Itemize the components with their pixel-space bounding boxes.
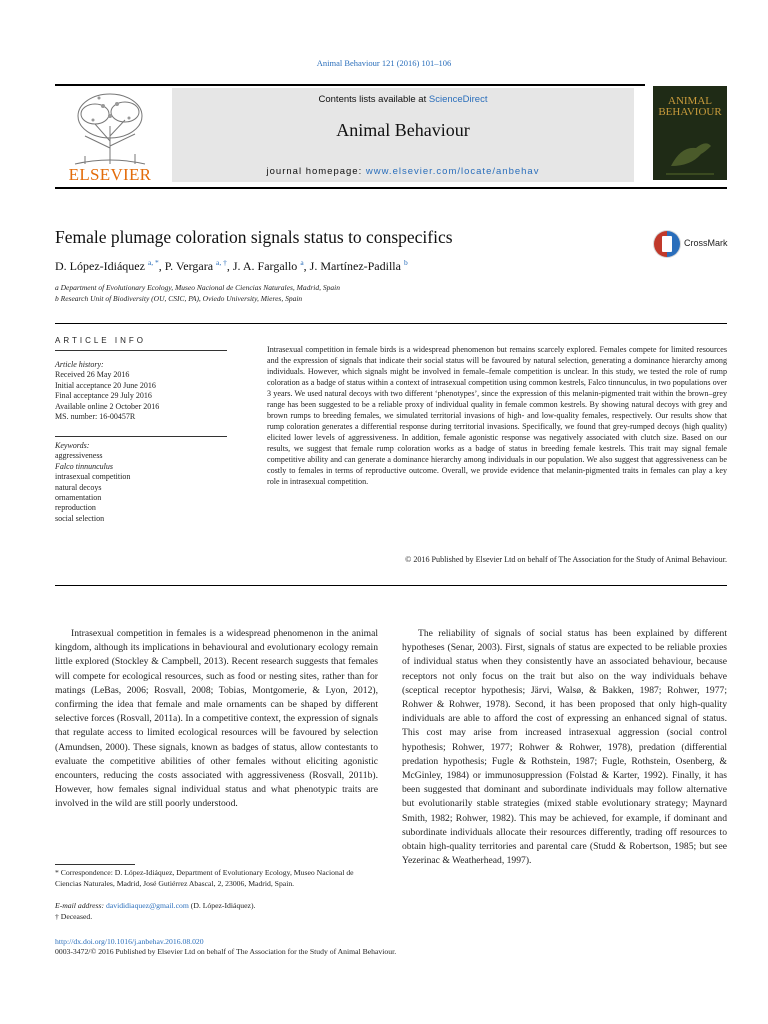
keyword: Falco tinnunculus <box>55 461 113 471</box>
cover-bird-icon <box>661 126 719 176</box>
homepage-link[interactable]: www.elsevier.com/locate/anbehav <box>365 166 540 177</box>
crossmark-icon[interactable] <box>652 228 682 260</box>
body-paragraph: Intrasexual competition in females is a widespread phenomenon in the animal kingdom, although its implications in behavioural and evolutionary ecology remain little explored (Stockley & Campbell, 2013). Recent research suggests that females will compete for ecological resources, such as food or nesting sites, rather than for matings (LeBas, 2006; Rosvall, 2008; Tobias, Montgomerie, & Lyon, 2012), confirming the idea that female and male ornaments can be shaped by different selective forces (Rosvall, 2011a). In a competitive context, the expression of signals that regulate access to limited ecological resources will be favoured by selection (Amundsen, 2000). These signals, known as badges of status, allow contestants to evaluate the competitive abilities of other females without eliciting agonistic encounters, reducing the costs associated with aggressiveness (Rosvall, 2011b). However, how females signal individual status and what phenotypic traits are involved in the wild are still poorly understood. <box>55 628 378 810</box>
homepage-prefix: journal homepage: <box>266 166 366 177</box>
author-affil-marker[interactable]: a, * <box>147 258 159 267</box>
history-item: Available online 2 October 2016 <box>55 401 160 411</box>
abstract-copyright: © 2016 Published by Elsevier Ltd on behalf of The Association for the Study of Animal Behaviour. <box>405 555 727 564</box>
history-item: Received 26 May 2016 <box>55 370 130 380</box>
keyword: social selection <box>55 513 105 523</box>
body-column-right <box>402 627 727 868</box>
email-link[interactable]: davididiaquez@gmail.com <box>105 901 189 910</box>
author-name[interactable]: P. Vergara <box>164 259 214 273</box>
title-block-rule <box>55 323 727 324</box>
body-column-left <box>55 627 378 812</box>
footnote-rule <box>55 864 135 865</box>
author-name[interactable]: J. A. Fargallo <box>232 259 298 273</box>
author-affil-marker[interactable]: b <box>403 258 408 267</box>
article-info-heading: ARTICLE INFO <box>55 336 146 345</box>
article-info-rule <box>55 350 227 351</box>
contents-line <box>172 94 634 105</box>
keyword: intrasexual competition <box>55 472 131 482</box>
author-affil-marker[interactable]: a <box>300 258 304 267</box>
deceased-note: † Deceased. <box>55 912 93 921</box>
keyword: natural decoys <box>55 482 102 492</box>
email-suffix: (D. López-Idiáquez). <box>188 901 256 910</box>
journal-title: Animal Behaviour <box>336 120 470 140</box>
abstract-text: Intrasexual competition in female birds is a widespread phenomenon but remains scarcely explored. Females compete for limited resources and the expression of signals that indicate their social status will be favoured by natural selection, generating a dominance hierarchy among individuals. However, which signals might be involved in female–female competition is unclear. In this study, we tested the role of rump coloration as a badge of status within a context of intrasexual competition using common kestrels, Falco tinnunculus, in two populations over 3 years. We used natural decoys with two different ‘phenotypes’, since the expression of this melanin-pigmented trait within the brown–grey range has been suggested to be a reliable proxy of individual quality in female common kestrels. By showing natural decoys with grey and brown rumps to breeding females, we simulated territorial invasions of high- and low-quality females, respectively. Our results show that rump coloration generates a differential response during territorial invasions. Specifically, we found that grey-rumped decoys (high quality) elicited lower levels of aggressiveness. In addition, female agonistic response was negatively associated with clutch size. Based on our results, we suggest that female rump coloration works as a badge of status in breeding female kestrels. This trait may signal female competitive ability and can generate a dominance hierarchy among individuals in our population. We also suggest that aggressiveness can be costly to females in terms of reproductive outcome. Overall, we provide evidence that melanin-pigmented traits in females can play a key role in intrasexual competition. <box>267 345 727 486</box>
affiliation-b: b Research Unit of Biodiversity (OU, CSIC, PA), Oviedo University, Mieres, Spain <box>55 294 303 303</box>
abstract-rule <box>55 585 727 586</box>
homepage-line <box>172 166 634 177</box>
keyword: aggressiveness <box>55 451 103 461</box>
affiliation-a: a Department of Evolutionary Ecology, Museo Nacional de Ciencias Naturales, Madrid, Spain <box>55 283 340 292</box>
issn-copyright: 0003-3472/© 2016 Published by Elsevier Ltd on behalf of The Association for the Study of Animal Behaviour. <box>55 947 397 956</box>
header-rule-bottom <box>55 187 727 189</box>
article-title: Female plumage coloration signals status to conspecifics <box>55 227 453 247</box>
cover-title: ANIMAL BEHAVIOUR <box>658 95 722 118</box>
elsevier-wordmark: ELSEVIER <box>68 165 152 184</box>
correspondence-note: * Correspondence: D. López-Idiáquez, Department of Evolutionary Ecology, Museo Nacional de Ciencias Naturales, Madrid, José Gutiérrez Abascal, 2, 23006, Madrid, Spain. <box>55 868 354 888</box>
email-label: E-mail address: <box>55 901 106 910</box>
keywords-rule <box>55 436 227 437</box>
author-affil-marker[interactable]: a, † <box>216 258 227 267</box>
keywords-list <box>55 441 227 524</box>
doi-link[interactable]: http://dx.doi.org/10.1016/j.anbehav.2016.08.020 <box>55 937 204 946</box>
keywords-label: Keywords: <box>55 441 90 450</box>
history-label: Article history: <box>55 360 104 369</box>
history-item: MS. number: 16-00457R <box>55 412 136 422</box>
keyword: ornamentation <box>55 493 102 503</box>
article-history <box>55 360 227 422</box>
body-paragraph: The reliability of signals of social status has been explained by different hypotheses (Senar, 2003). First, signals of status are expected to be reliable proxies of individual status when they consistently have an associated behaviour, because receptors not only focus on the trait but also on the way individuals behave (sceptical receptor hypothesis; Järvi, Walsø, & Bakken, 1987; Rohwer, 1977; Rohwer & Rohwer, 1978). Second, it has been proposed that only high-quality individuals are able to afford the cost of expressing an enhanced signal of status. This cost may arise from increased intrasexual aggression (social control hypothesis; Rohwer, 1977; Rohwer & Rohwer, 1978), predation (differential predation hypothesis; Fugle & Rothstein, 1987; Fugle, Rothstein, Osenberg, & McGinley, 1984) or immunosuppression (Folstad & Karter, 1992). Finally, it has been suggested that dominant and subordinate individuals may follow alternative but evolutionarily stable strategies (mixed stable evolutionary strategy; Maynard Smith, 1982; Rohwer, 1982). This may be achieved, for example, if dominant and subordinate individuals allocate their resources differently, trading off resources to obtain high-quality territories and parental care (Studd & Robertson, 1985; but see Yezerinac & Weatherhead, 1997). <box>402 628 727 867</box>
sciencedirect-link[interactable]: ScienceDirect <box>428 94 488 105</box>
journal-cover-image <box>653 86 727 180</box>
journal-citation[interactable]: Animal Behaviour 121 (2016) 101–106 <box>316 58 452 68</box>
keyword: reproduction <box>55 503 96 513</box>
email-note <box>55 901 378 912</box>
history-item: Final acceptance 29 July 2016 <box>55 391 152 401</box>
history-item: Initial acceptance 20 June 2016 <box>55 380 156 390</box>
crossmark-label[interactable]: CrossMark <box>684 238 728 248</box>
contents-prefix: Contents lists available at <box>318 94 429 105</box>
author-name[interactable]: J. Martínez-Padilla <box>309 259 401 273</box>
author-name[interactable]: D. López-Idiáquez <box>55 259 145 273</box>
author-list: D. López-Idiáquez $^{a, *}$, P. Vergara $^{a, \dagger}$, J. A. Fargallo $^a$, J. Martínez-Padilla $^b$ <box>55 258 408 273</box>
